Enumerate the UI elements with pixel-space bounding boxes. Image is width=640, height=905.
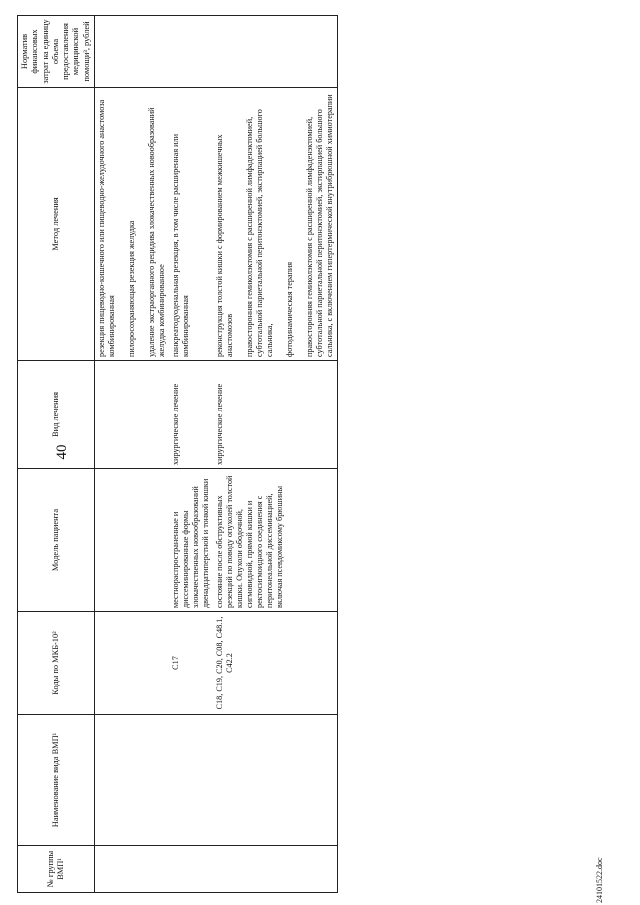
document-footer: 24101522.doc xyxy=(595,857,604,903)
table-row xyxy=(169,16,213,893)
vmp-table xyxy=(17,15,338,893)
treatment-method-item: резекция пищеводно-кишечного или пищеводно-желудочного анастомоза комбинированная xyxy=(96,99,116,357)
header-treatment-type: Вид лечения xyxy=(18,361,95,469)
table-row xyxy=(94,16,169,893)
table-row xyxy=(213,16,338,893)
treatment-method-cell xyxy=(213,88,338,361)
patient-model-cell xyxy=(94,469,169,612)
treatment-type-cell: хирургическое лечение xyxy=(213,361,338,469)
treatment-method-item: реконструкция толстой кишки с формированием межкишечных анастомозов xyxy=(214,134,234,357)
mkb-code-cell: C18, C19, C20, C08, C48.1, C42.2 xyxy=(213,612,338,715)
vmp-name-cell xyxy=(94,715,169,846)
group-no-cell xyxy=(94,846,169,893)
cost-norm-cell xyxy=(169,16,213,88)
mkb-code-cell: C17 xyxy=(169,612,213,715)
patient-model-cell: местнораспространенные и диссеминированные формы злокачественных новообразований двенадцатиперстной и тонкой кишки xyxy=(169,469,213,612)
vmp-name-cell xyxy=(213,715,338,846)
header-treatment-method: Метод лечения xyxy=(18,88,95,361)
treatment-method-cell xyxy=(169,88,213,361)
header-patient-model: Модель пациента xyxy=(18,469,95,612)
header-cost-norm: Норматив финансовых затрат на единицу объема предоставления медицинской помощи³, рублей xyxy=(18,16,95,88)
treatment-method-item: фотодинамическая терапия xyxy=(284,262,294,357)
header-mkb-codes: Коды по МКБ-10² xyxy=(18,612,95,715)
header-group-no: № группы ВМП¹ xyxy=(18,846,95,893)
cost-norm-cell xyxy=(213,16,338,88)
header-vmp-name: Наименование вида ВМП¹ xyxy=(18,715,95,846)
treatment-method-item: удаление экстраорганного рецидива злокачественных новообразований желудка комбинированное xyxy=(146,107,166,357)
group-no-cell xyxy=(169,846,213,893)
treatment-method-item: правосторонняя гемиколэктомия с расширенной лимфаденэктомией, субтотальной париетальной перитонэктомией, экстирпацией большого сальника, xyxy=(244,109,274,357)
treatment-method-item: правосторонняя гемиколэктомия с расширенной лимфаденэктомией, субтотальной париетальной перитонэктомией, экстирпацией большого сальника, с включением гипертермической внутрибрюшной химиотерапии xyxy=(304,94,334,357)
treatment-method-cell xyxy=(94,88,169,361)
treatment-method-item: пилоросохраняющая резекция желудка xyxy=(126,220,136,357)
treatment-type-cell xyxy=(94,361,169,469)
patient-model-cell: состояние после обструктивных резекций по поводу опухолей толстой кишки. Опухоли ободочной, сигмовидной, прямой кишки и ректосигмоидного соединения с перитонеальной диссеминацией, включая псевдомиксому брюшины xyxy=(213,469,338,612)
cost-norm-cell xyxy=(94,16,169,88)
page-number: 40 xyxy=(54,444,70,460)
treatment-type-cell: хирургическое лечение xyxy=(169,361,213,469)
treatment-method-item: панкреатодуоденальная резекция, в том числе расширенная или комбинированная xyxy=(170,134,190,357)
group-no-cell xyxy=(213,846,338,893)
table-header-row xyxy=(18,16,95,893)
mkb-code-cell xyxy=(94,612,169,715)
vmp-name-cell xyxy=(169,715,213,846)
